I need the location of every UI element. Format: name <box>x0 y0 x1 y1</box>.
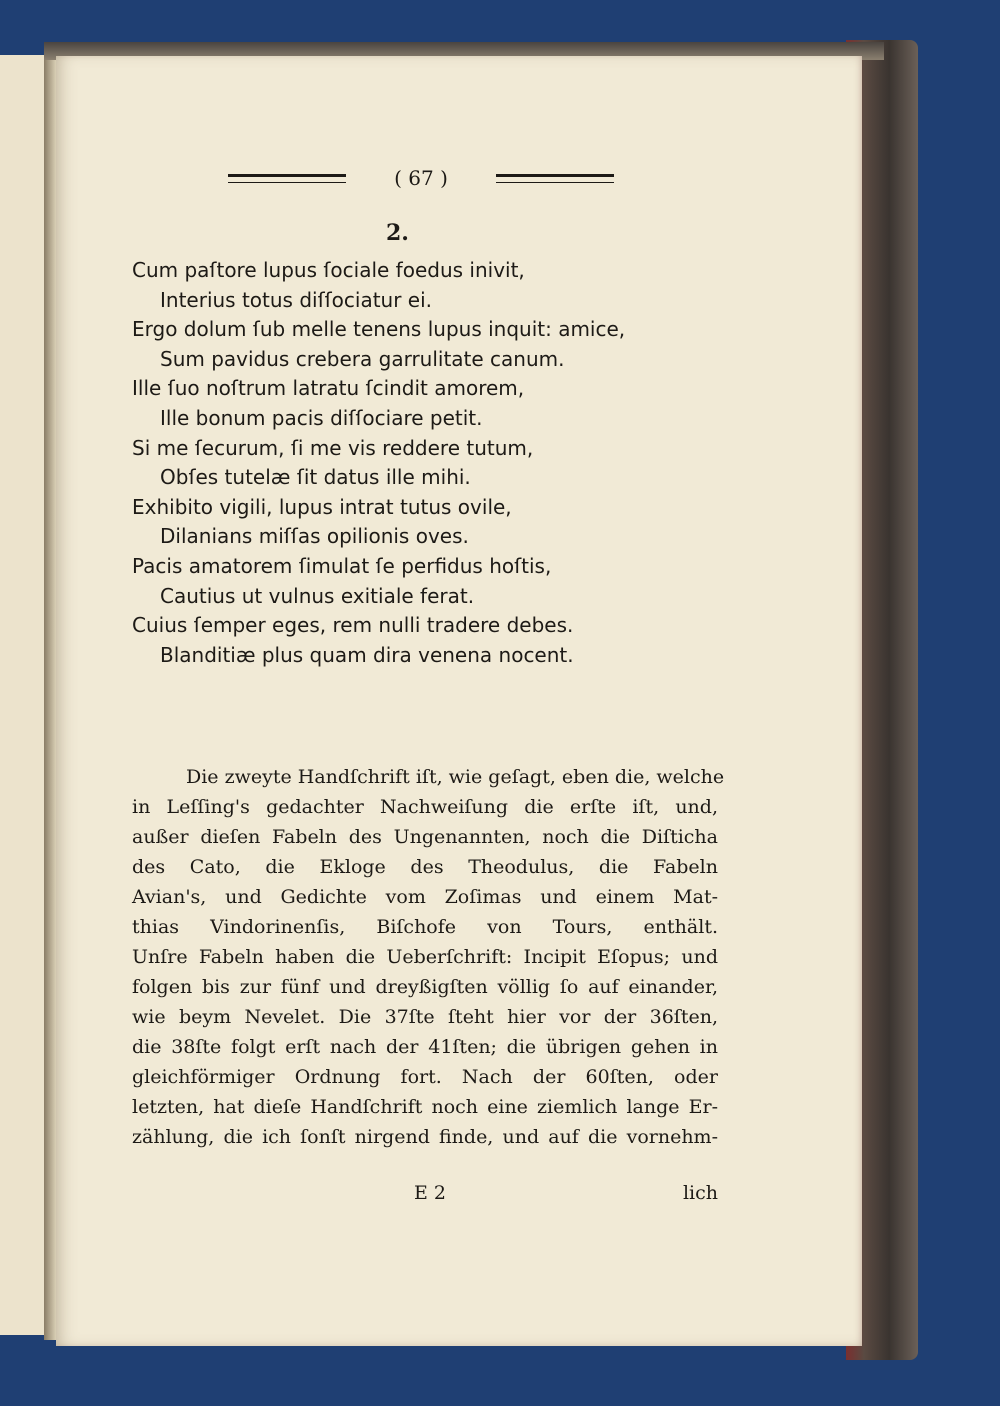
poem-verse: Interius totus diſſociatur ei. <box>160 287 433 312</box>
poem-verse: Obſes tutelæ ſit datus ille mihi. <box>160 465 471 490</box>
header-rule-left <box>228 174 346 183</box>
poem-verse: Blanditiæ plus quam dira venena nocent. <box>160 642 574 667</box>
poem-verse: Si me ſecurum, ſi me vis reddere tutum, <box>132 435 534 460</box>
prose-line: thias Vindorinenſis, Biſchofe von Tours, enthält. <box>132 916 718 938</box>
poem-verse: Dilanians miſſas opilionis oves. <box>160 524 469 549</box>
prose-line: Die zweyte Handſchrift iſt, wie geſagt, eben die, welche <box>186 766 725 788</box>
prose-line: zählung, die ich ſonſt nirgend finde, und auf die vornehm- <box>132 1126 718 1148</box>
page-number: ( 67 ) <box>394 166 448 190</box>
poem-verse: Pacis amatorem ſimulat ſe perfidus hoſtis, <box>132 553 552 578</box>
prose-line: Unſre Fabeln haben die Ueberſchrift: Incipit Eſopus; und <box>132 946 718 968</box>
prose-line: außer dieſen Fabeln des Ungenannten, noch die Diſticha <box>132 826 718 848</box>
poem-verse: Ille bonum pacis diſſociare petit. <box>160 405 483 430</box>
poem-verse: Ergo dolum ſub melle tenens lupus inquit: amice, <box>132 317 626 342</box>
book-page <box>56 56 862 1346</box>
poem-verse: Ille ſuo noſtrum latratu ſcindit amorem, <box>132 376 525 401</box>
running-header <box>228 164 614 194</box>
poem-verse: Cum paſtore lupus ſociale foedus inivit, <box>132 258 525 282</box>
poem-verse: Exhibito vigili, lupus intrat tutus ovile, <box>132 494 512 519</box>
poem-verse: Sum pavidus crebera garrulitate canum. <box>160 346 565 371</box>
page-footer <box>132 1178 718 1208</box>
prose-line: Avian's, und Gedichte vom Zoſimas und einem Mat- <box>132 886 718 908</box>
prose-line: in Leſſing's gedachter Nachweiſung die erſte iſt, und, <box>132 796 718 818</box>
catchword: lich <box>682 1182 718 1204</box>
poem-verse: Cautius ut vulnus exitiale ferat. <box>160 583 475 608</box>
header-rule-right <box>496 174 614 183</box>
prose-line: gleichförmiger Ordnung fort. Nach der 60ſten, oder <box>132 1066 718 1088</box>
prose-line: die 38ſte folgt erſt nach der 41ſten; die übrigen gehen in <box>132 1036 718 1058</box>
latin-poem <box>132 256 732 670</box>
prose-line: folgen bis zur fünf und dreyßigſten völlig ſo auf einander, <box>132 976 718 998</box>
left-page-edge <box>0 55 46 1335</box>
prose-line: des Cato, die Ekloge des Theodulus, die Fabeln <box>132 856 718 878</box>
prose-line: wie beym Nevelet. Die 37ſte ſteht hier vor der 36ſten, <box>132 1006 718 1028</box>
book-gutter <box>44 50 56 1340</box>
german-prose <box>132 762 725 1152</box>
prose-line: letzten, hat dieſe Handſchrift noch eine ziemlich lange Er- <box>132 1096 718 1118</box>
poem-verse: Cuius ſemper eges, rem nulli tradere debes. <box>132 613 574 638</box>
signature-mark: E 2 <box>414 1182 446 1204</box>
section-number: 2. <box>386 220 409 246</box>
